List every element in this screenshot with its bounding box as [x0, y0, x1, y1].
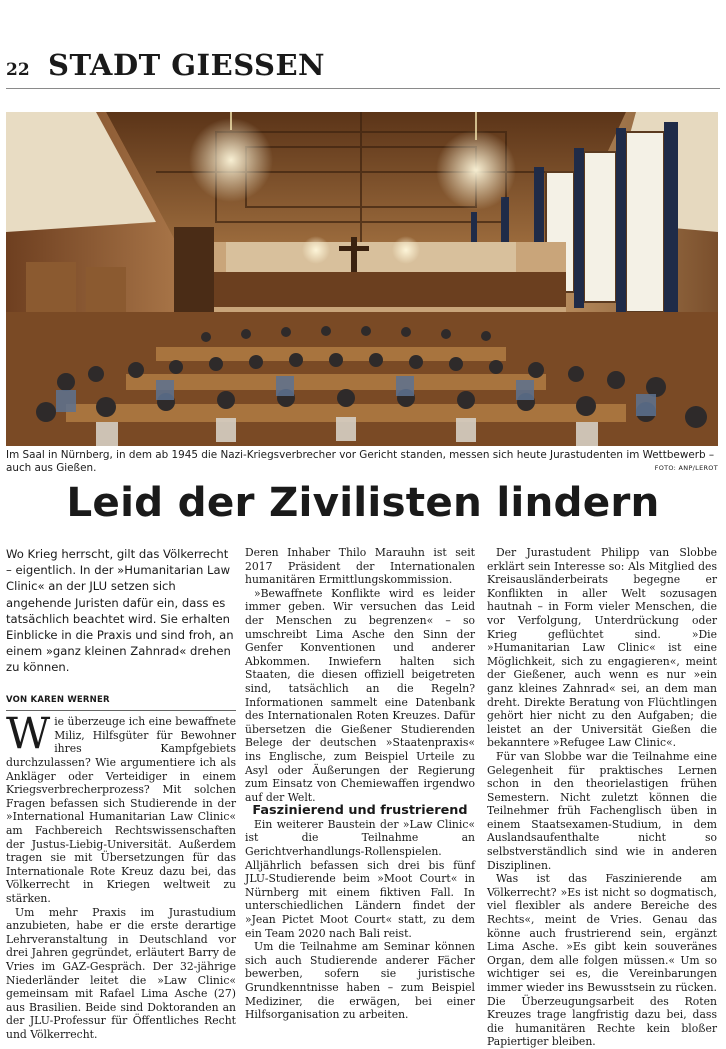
body-paragraph [6, 709, 236, 905]
body-paragraph: Deren Inhaber Thilo Marauhn ist seit 2017 Präsident der Internationalen humanitären Ermittlungskommission. [245, 546, 475, 587]
article-column-3 [487, 546, 717, 1049]
subheading: Faszinierend und frustrierend [252, 803, 468, 819]
photo-credit: FOTO: ANP/LEROT [654, 464, 718, 472]
body-paragraph: Für van Slobbe war die Teilnahme eine Gelegenheit für praktisches Lernen schon in den theorielastigen frühen Semestern. Nicht zuletzt können die Teilnehmer früh Fachenglisch üben in einem Staatsexamen-Studium, in dem Auslandsaufenthalte nicht so selbstverständlich sind wie in anderen Disziplinen. [487, 749, 717, 872]
body-text: ie überzeuge ich eine bewaffnete Miliz, Hilfsgüter für Bewohner ihres Kampfgebiets durchzulassen? Wie argumentiere ich als Ankläger oder Verteidiger in einem Kriegsverbrecherprozess? Mit solchen Fragen befassen sich Studierende in der »International Humanitarian Law Clinic« am Fachbereich Rechtswissenschaften der Justus-Liebig-Universität. Außerdem tragen sie mit Übersetzungen für das Internationale Rote Kreuz dazu bei, das Völkerrecht in Kriegen weltweit zu stärken. [6, 715, 236, 905]
article-photo [6, 112, 718, 446]
body-paragraph: »Bewaffnete Konflikte wird es leider immer geben. Wir versuchen das Leid der Menschen zu begrenzen« – so umschreibt Lima Asche den Sinn der Genfer Konventionen und anderer Abkommen. Inwiefern halten sich Staaten, die diesen offiziell beigetreten sind, tatsächlich an die Regeln? Informationen sammelt eine Datenbank des Internationalen Roten Kreuzes. Dafür übersetzen die Gießener Studierenden Belege der deutschen »Staatenpraxis« ins Englische, zum Beispiel Urteile zu Asyl oder Äußerungen der Regierung zum Einsatz von Chemiewaffen irgendwo auf der Welt. [245, 586, 475, 804]
courtroom-photo [6, 112, 718, 446]
body-paragraph: Um die Teilnahme am Seminar können sich auch Studierende anderer Fächer bewerben, sofern sie juristische Grundkenntnisse haben – zum Beispiel Mediziner, die erwägen, bei einer Hilfsorganisation zu arbeiten. [245, 940, 475, 1022]
article-column-2 [245, 546, 475, 1022]
body-paragraph: Ein weiterer Baustein der »Law Clinic« ist die Teilnahme an Gerichtverhandlungs-Rollenspielen. Alljährlich befassen sich drei bis fünf JLU-Studierende beim »Moot Court« in Nürnberg mit einem fiktiven Fall. In unterschiedlichen Ländern findet der »Jean Pictet Moot Court« statt, zu dem ein Team 2020 nach Bali reist. [245, 817, 475, 940]
photo-caption: Im Saal in Nürnberg, in dem ab 1945 die Nazi-Kriegsverbrecher vor Gericht standen, messen sich heute Jurastudenten im Wettbewerb – auch aus Gießen. [6, 449, 715, 474]
body-paragraph: Um mehr Praxis im Jurastudium anzubieten, habe er die erste derartige Lehrveranstaltung in Deutschland vor drei Jahren gegründet, erläutert Barry de Vries im GAZ-Gespräch. Der 32-jährige Niederländer leitet die »Law Clinic« gemeinsam mit Rafael Lima Asche (27) aus Brasilien. Beide sind Doktoranden an der JLU-Professur für Öffentliches Recht und Völkerrecht. [6, 905, 236, 1041]
body-paragraph: Der Jurastudent Philipp van Slobbe erklärt sein Interesse so: Als Mitglied des Kreisausländerbeirats begegne er Konflikten in aller Welt sozusagen hautnah – in Form vieler Menschen, die vor Verfolgung, Unterdrückung oder Krieg geflüchtet sind. »Die »Humanitarian Law Clinic« ist eine Möglichkeit, sich zu engagieren«, meint der Gießener, auch wenn es nur »ein ganz kleines Zahnrad« sei, an dem man dreht. Direkte Beratung von Flüchtlingen gehört hier nicht zu den Aufgaben; die leistet an der Universität Gießen die bekanntere »Refugee Law Clinic«. [487, 546, 717, 750]
section-title: STADT GIESSEN [48, 48, 326, 82]
article-column-1 [6, 546, 236, 1041]
page-number: 22 [6, 60, 30, 80]
author-byline: VON KAREN WERNER [6, 694, 236, 712]
article-teaser: Wo Krieg herrscht, gilt das Völkerrecht – eigentlich. In der »Humanitarian Law Clinic« an der JLU setzen sich angehende Juristen dafür ein, dass es tatsächlich beachtet wird. Sie erhalten Einblicke in die Praxis und sind froh, an einem »ganz kleinen Zahnrad« drehen zu können. [6, 547, 234, 675]
page-header [6, 46, 720, 89]
drop-cap: W [6, 709, 51, 760]
article-headline: Leid der Zivilisten lindern [66, 478, 660, 526]
body-paragraph: Was ist das Faszinierende am Völkerrecht? »Es ist nicht so dogmatisch, viel flexibler als andere Bereiche des Rechts«, meint de Vries. Genau das könne auch frustrierend sein, ergänzt Lima Asche. »Es gibt kein souveränes Organ, dem alle folgen müssen.« Um so wichtiger sei es, die Vereinbarungen immer wieder ins Bewusstsein zu rücken. Die Überzeugungsarbeit des Roten Kreuzes trage langfristig dazu bei, dass die humanitären Rechte kein bloßer Papiertiger bleiben. [487, 872, 717, 1049]
